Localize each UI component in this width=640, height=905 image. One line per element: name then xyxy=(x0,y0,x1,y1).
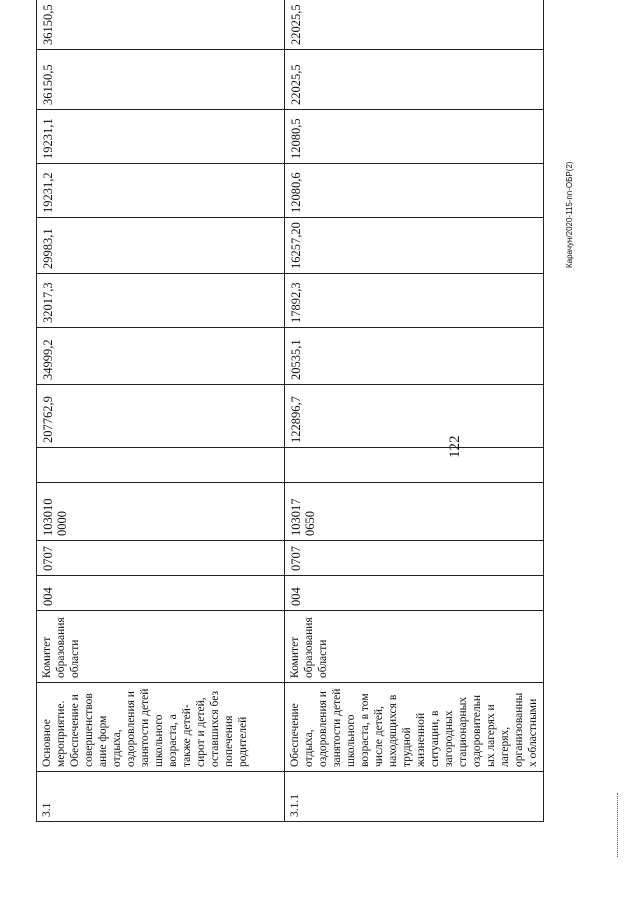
amount-2026: 36150,5 xyxy=(37,0,285,50)
amount-2024: 12080,5 xyxy=(285,110,544,164)
table-row xyxy=(285,0,544,822)
amount-2023: 12080,6 xyxy=(285,164,544,218)
amount-2022: 16257,20 xyxy=(285,218,544,274)
amount-2024: 19231,1 xyxy=(37,110,285,164)
amount-2025: 36150,5 xyxy=(37,50,285,110)
rzpr-code: 0707 xyxy=(285,541,544,576)
grbs-code: 004 xyxy=(37,576,285,611)
csr-code: 103017 0650 xyxy=(285,483,544,541)
amount-2020: 20535,1 xyxy=(285,328,544,385)
program-table xyxy=(36,0,544,822)
document-code xyxy=(565,150,579,270)
executor: Комитет образования области xyxy=(37,611,285,683)
page-number xyxy=(447,428,467,468)
row-index: 3.1.1 xyxy=(285,772,544,822)
activity-name: Основное мероприятие. Обеспечение и совершенствов ание форм отдыха, оздоровления и занятости детей школьного возраста, а также детей-сирот и детей, оставшихся без попечения родителей xyxy=(37,683,285,772)
table-row xyxy=(37,0,285,822)
vr-code xyxy=(285,448,544,483)
margin-mark xyxy=(617,793,618,857)
amount-2023: 19231,2 xyxy=(37,164,285,218)
amount-2021: 32017,3 xyxy=(37,274,285,328)
activity-name: Обеспечение отдыха, оздоровления и занятости детей школьного возраста, в том числе детей, находящихся в трудной жизненной ситуации, в загородных стационарных оздоровительн ых лагерях и лагерях, организованны х областными xyxy=(285,683,544,772)
amount-2026: 22025,5 xyxy=(285,0,544,50)
total-amount: 207762,9 xyxy=(37,385,285,448)
csr-code: 103010 0000 xyxy=(37,483,285,541)
page-number-text: 122 xyxy=(447,435,463,458)
total-amount: 122896,7 xyxy=(285,385,544,448)
grbs-code: 004 xyxy=(285,576,544,611)
document-code-text: Карачун/2020-115-пп-ОБР(2) xyxy=(565,161,574,268)
amount-2020: 34999,2 xyxy=(37,328,285,385)
rzpr-code: 0707 xyxy=(37,541,285,576)
executor: Комитет образования области xyxy=(285,611,544,683)
vr-code xyxy=(37,448,285,483)
amount-2025: 22025,5 xyxy=(285,50,544,110)
amount-2022: 29983,1 xyxy=(37,218,285,274)
row-index: 3.1 xyxy=(37,772,285,822)
amount-2021: 17892,3 xyxy=(285,274,544,328)
